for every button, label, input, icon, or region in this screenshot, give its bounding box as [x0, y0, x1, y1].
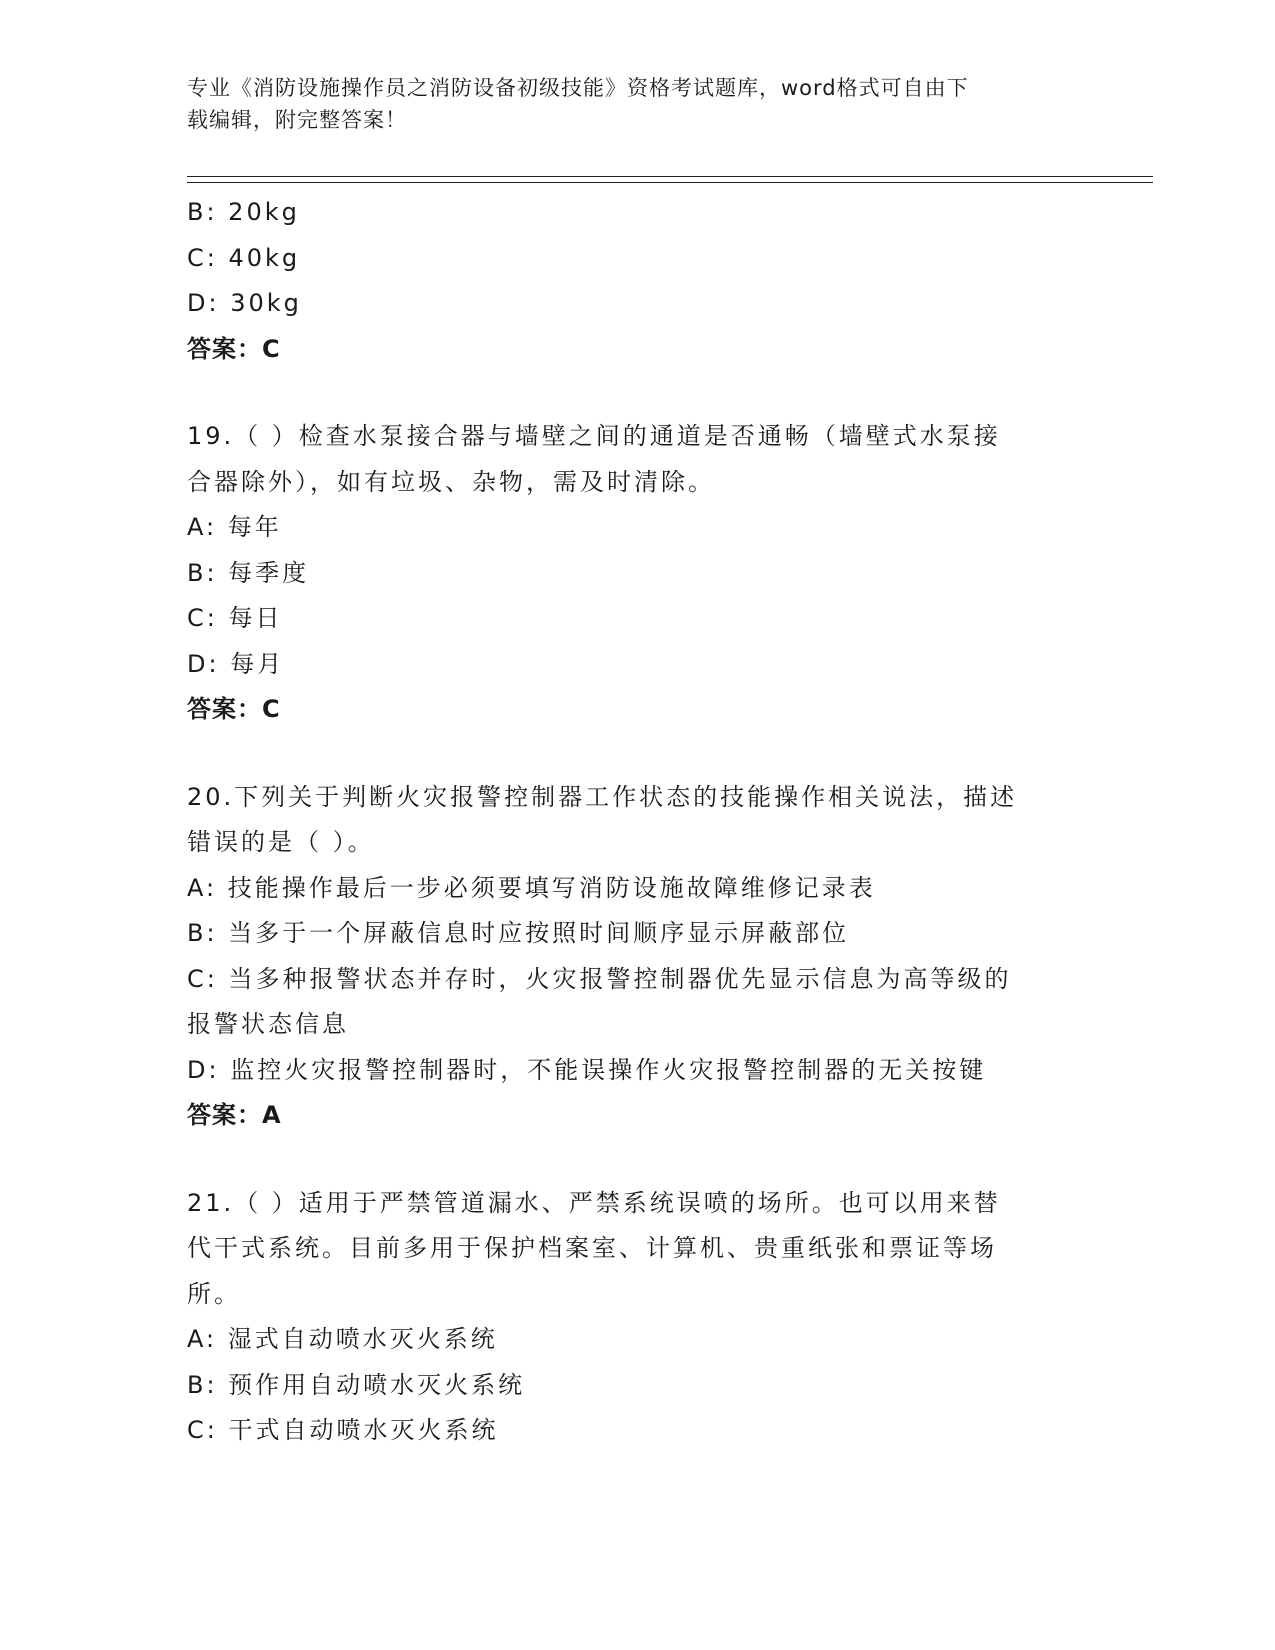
question-20 [187, 775, 1087, 1139]
option-d: D: 每月 [187, 649, 285, 678]
answer: 答案：C [187, 695, 281, 723]
option-c: C: 每日 [187, 604, 283, 632]
option-c: C: 干式自动喷水灭火系统 [187, 1416, 499, 1444]
option-a: A: 每年 [187, 513, 282, 541]
option-c: C: 40kg [187, 243, 301, 272]
option-d: D: 30kg [187, 289, 302, 317]
answer: 答案：C [187, 334, 281, 363]
question-21 [187, 1181, 1087, 1454]
option-b: B: 当多于一个屏蔽信息时应按照时间顺序显示屏蔽部位 [187, 919, 850, 947]
option-d: D: 监控火灾报警控制器时，不能误操作火灾报警控制器的无关按键 [187, 1055, 987, 1084]
header-line-1: 专业《消防设施操作员之消防设备初级技能》资格考试题库，word格式可自由下 [187, 76, 969, 100]
option-b: B: 20kg [187, 198, 300, 226]
option-c-line-1: C: 当多种报警状态并存时，火灾报警控制器优先显示信息为高等级的 [187, 964, 1012, 993]
header-rule-top [187, 176, 1153, 177]
question-19 [187, 414, 1087, 733]
option-b: B: 预作用自动喷水灭火系统 [187, 1370, 526, 1399]
page-header [187, 72, 1067, 136]
answer: 答案：A [187, 1101, 282, 1129]
header-line-2: 载编辑，附完整答案！ [187, 108, 407, 132]
option-c-line-2: 报警状态信息 [187, 1010, 349, 1038]
question-list [187, 190, 1087, 1454]
question-stem-line-3: 所。 [187, 1279, 241, 1308]
question-stem-line-1: 19.（ ）检查水泵接合器与墙壁之间的通道是否通畅（墙壁式水泵接 [187, 422, 1001, 450]
question-stem-line-2: 合器除外），如有垃圾、杂物，需及时清除。 [187, 467, 715, 496]
question-stem-line-2: 代干式系统。目前多用于保护档案室、计算机、贵重纸张和票证等场 [187, 1234, 997, 1262]
option-b: B: 每季度 [187, 558, 310, 587]
option-a: A: 技能操作最后一步必须要填写消防设施故障维修记录表 [187, 873, 876, 902]
question-stem-line-2: 错误的是（ ）。 [187, 828, 375, 856]
question-stem-line-1: 20.下列关于判断火灾报警控制器工作状态的技能操作相关说法，描述 [187, 782, 1018, 811]
header-rule-bottom [187, 182, 1153, 183]
option-a: A: 湿式自动喷水灭火系统 [187, 1325, 498, 1353]
question-18 [187, 190, 1087, 372]
question-stem-line-1: 21.（ ）适用于严禁管道漏水、严禁系统误喷的场所。也可以用来替 [187, 1188, 1001, 1217]
